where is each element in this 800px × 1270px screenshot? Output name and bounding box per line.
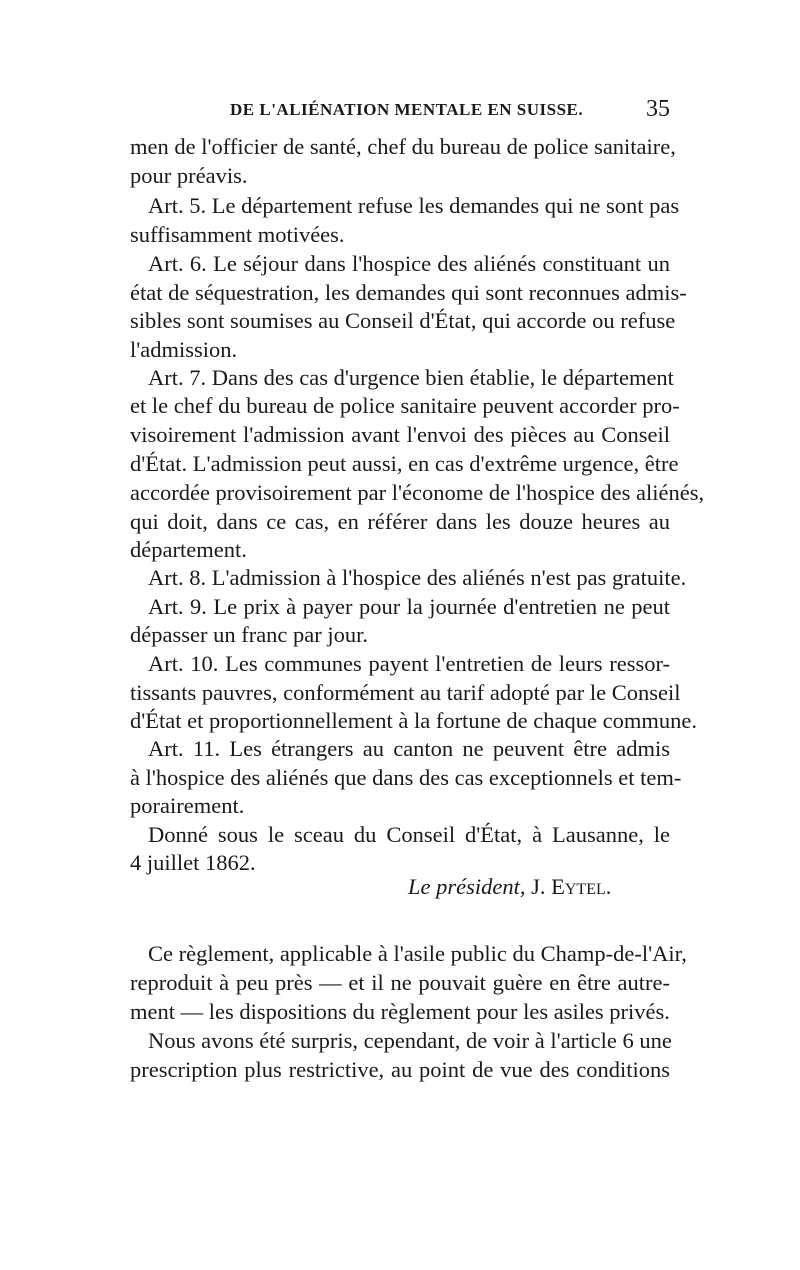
text-line: département.: [130, 537, 247, 562]
commentary-line: ment — les dispositions du règlement pour les asiles privés.: [130, 999, 670, 1024]
text-line: Art. 9. Le prix à payer pour la journée d'entretien ne peut: [148, 594, 670, 619]
text-line: Art. 10. Les communes payent l'entretien de leurs ressor-: [148, 651, 670, 676]
text-line: accordée provisoirement par l'économe de l'hospice des aliénés,: [130, 480, 705, 505]
running-head: [130, 96, 670, 126]
text-line: visoirement l'admission avant l'envoi des pièces au Conseil: [130, 422, 670, 447]
text-line: à l'hospice des aliénés que dans des cas exceptionnels et tem-: [130, 765, 682, 790]
text-line: qui doit, dans ce cas, en référer dans les douze heures au: [130, 509, 670, 534]
text-line: pour préavis.: [130, 163, 248, 188]
text-line: Donné sous le sceau du Conseil d'État, à Lausanne, le: [148, 822, 670, 847]
text-line: tissants pauvres, conformément au tarif adopté par le Conseil: [130, 680, 681, 705]
signature-name: J. Eytel.: [531, 874, 612, 899]
text-line: 4 juillet 1862.: [130, 850, 256, 875]
text-line: d'État et proportionnellement à la fortune de chaque commune.: [130, 708, 697, 733]
signature: [408, 873, 670, 901]
page-number: 35: [646, 96, 670, 122]
text-line: dépasser un franc par jour.: [130, 622, 369, 647]
signature-title: Le président,: [408, 874, 526, 899]
text-line: porairement.: [130, 793, 245, 818]
commentary-line: prescription plus restrictive, au point de vue des conditions: [130, 1057, 670, 1082]
commentary-line: reproduit à peu près — et il ne pouvait guère en être autre-: [130, 970, 670, 995]
text-line: Art. 8. L'admission à l'hospice des aliénés n'est pas gratuite.: [148, 565, 687, 590]
text-line: état de séquestration, les demandes qui sont reconnues admis-: [130, 280, 687, 305]
text-line: Art. 6. Le séjour dans l'hospice des aliénés constituant un: [148, 251, 670, 276]
text-line: Art. 7. Dans des cas d'urgence bien établie, le département: [148, 365, 674, 390]
text-line: Art. 11. Les étrangers au canton ne peuvent être admis: [148, 736, 670, 761]
text-line: sibles sont soumises au Conseil d'État, qui accorde ou refuse: [130, 308, 676, 333]
commentary-line: Ce règlement, applicable à l'asile public du Champ-de-l'Air,: [148, 941, 687, 966]
text-line: d'État. L'admission peut aussi, en cas d'extrême urgence, être: [130, 451, 679, 476]
text-line: Art. 5. Le département refuse les demandes qui ne sont pas: [148, 193, 680, 218]
text-line: men de l'officier de santé, chef du bureau de police sanitaire,: [130, 134, 676, 159]
text-line: et le chef du bureau de police sanitaire peuvent accorder pro-: [130, 393, 680, 418]
text-line: l'admission.: [130, 337, 238, 362]
text-line: suffisamment motivées.: [130, 222, 345, 247]
running-title: DE L'ALIÉNATION MENTALE EN SUISSE.: [230, 100, 584, 119]
commentary-line: Nous avons été surpris, cependant, de voir à l'article 6 une: [148, 1028, 672, 1053]
